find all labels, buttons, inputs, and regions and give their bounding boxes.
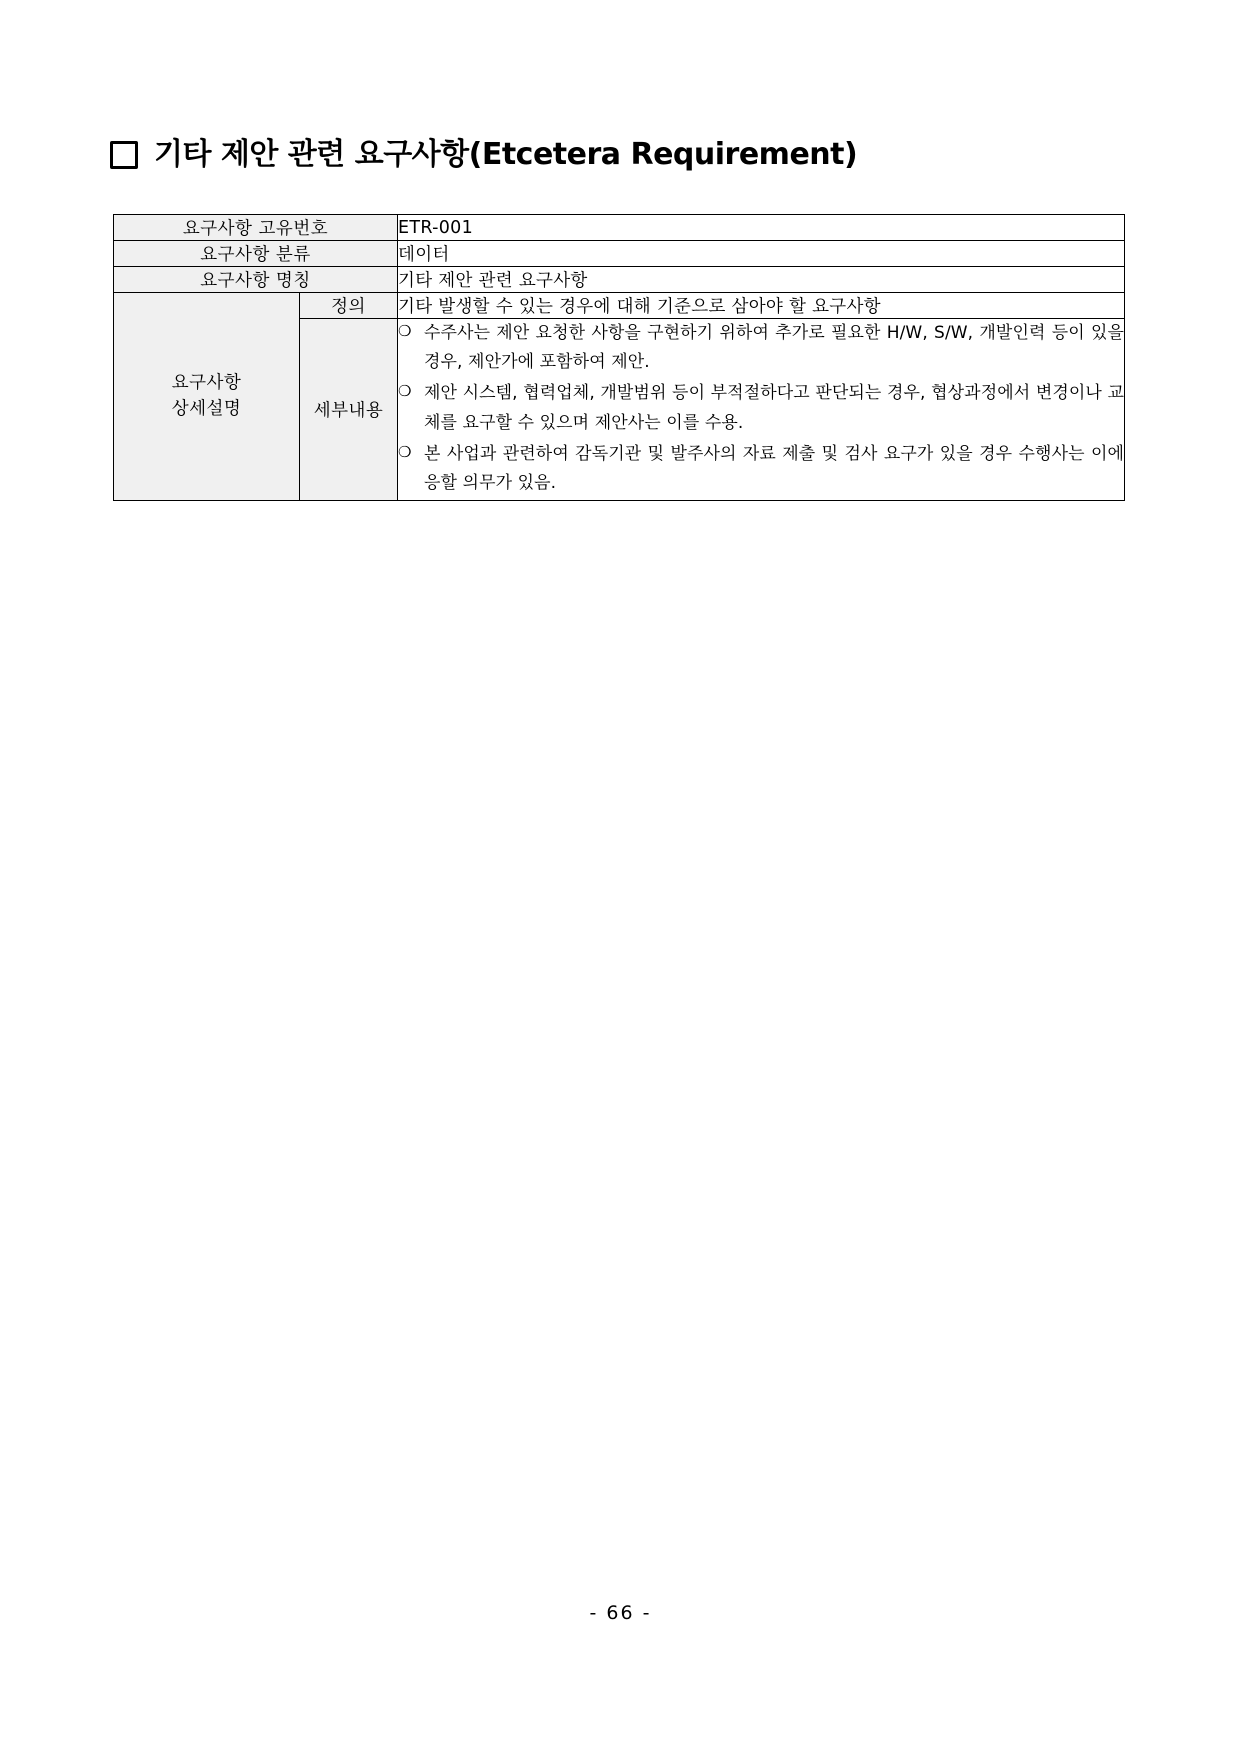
table-row bbox=[114, 215, 1125, 241]
page-title bbox=[110, 137, 858, 172]
table-row bbox=[114, 267, 1125, 293]
row-value-category: 데이터 bbox=[398, 241, 1125, 267]
requirement-table bbox=[113, 214, 1125, 501]
row-value-definition: 기타 발생할 수 있는 경우에 대해 기준으로 삼아야 할 요구사항 bbox=[398, 293, 1125, 319]
square-outline-icon bbox=[110, 141, 138, 169]
circle-bullet-icon: ❍ bbox=[398, 442, 412, 461]
row-label-id: 요구사항 고유번호 bbox=[114, 215, 398, 241]
row-label-content: 세부내용 bbox=[300, 319, 398, 501]
row-label-definition: 정의 bbox=[300, 293, 398, 319]
table-row bbox=[114, 241, 1125, 267]
list-item bbox=[398, 319, 1124, 377]
content-bullet-list bbox=[398, 319, 1124, 498]
list-item-text: 본 사업과 관련하여 감독기관 및 발주사의 자료 제출 및 검사 요구가 있을 경우 수행사는 이에 응할 의무가 있음. bbox=[424, 443, 1124, 494]
list-item-text: 수주사는 제안 요청한 사항을 구현하기 위하여 추가로 필요한 H/W, S/W, 개발인력 등이 있을 경우, 제안가에 포함하여 제안. bbox=[424, 323, 1124, 373]
list-item bbox=[398, 379, 1124, 437]
table-row bbox=[114, 293, 1125, 319]
row-label-category: 요구사항 분류 bbox=[114, 241, 398, 267]
row-label-detail bbox=[114, 293, 300, 501]
page-title-text: 기타 제안 관련 요구사항(Etcetera Requirement) bbox=[154, 137, 858, 172]
circle-bullet-icon: ❍ bbox=[398, 382, 412, 401]
page-number: - 66 - bbox=[589, 1602, 652, 1624]
row-value-id: ETR-001 bbox=[398, 215, 1125, 241]
list-item-text: 제안 시스템, 협력업체, 개발범위 등이 부적절하다고 판단되는 경우, 협상과정에서 변경이나 교체를 요구할 수 있으며 제안사는 이를 수용. bbox=[424, 383, 1124, 433]
row-label-detail-line2: 상세설명 bbox=[171, 398, 242, 419]
list-item bbox=[398, 440, 1124, 498]
row-label-detail-line1: 요구사항 bbox=[171, 373, 242, 394]
row-label-name: 요구사항 명칭 bbox=[114, 267, 398, 293]
row-value-content bbox=[398, 319, 1125, 501]
circle-bullet-icon: ❍ bbox=[398, 322, 412, 340]
row-value-name: 기타 제안 관련 요구사항 bbox=[398, 267, 1125, 293]
